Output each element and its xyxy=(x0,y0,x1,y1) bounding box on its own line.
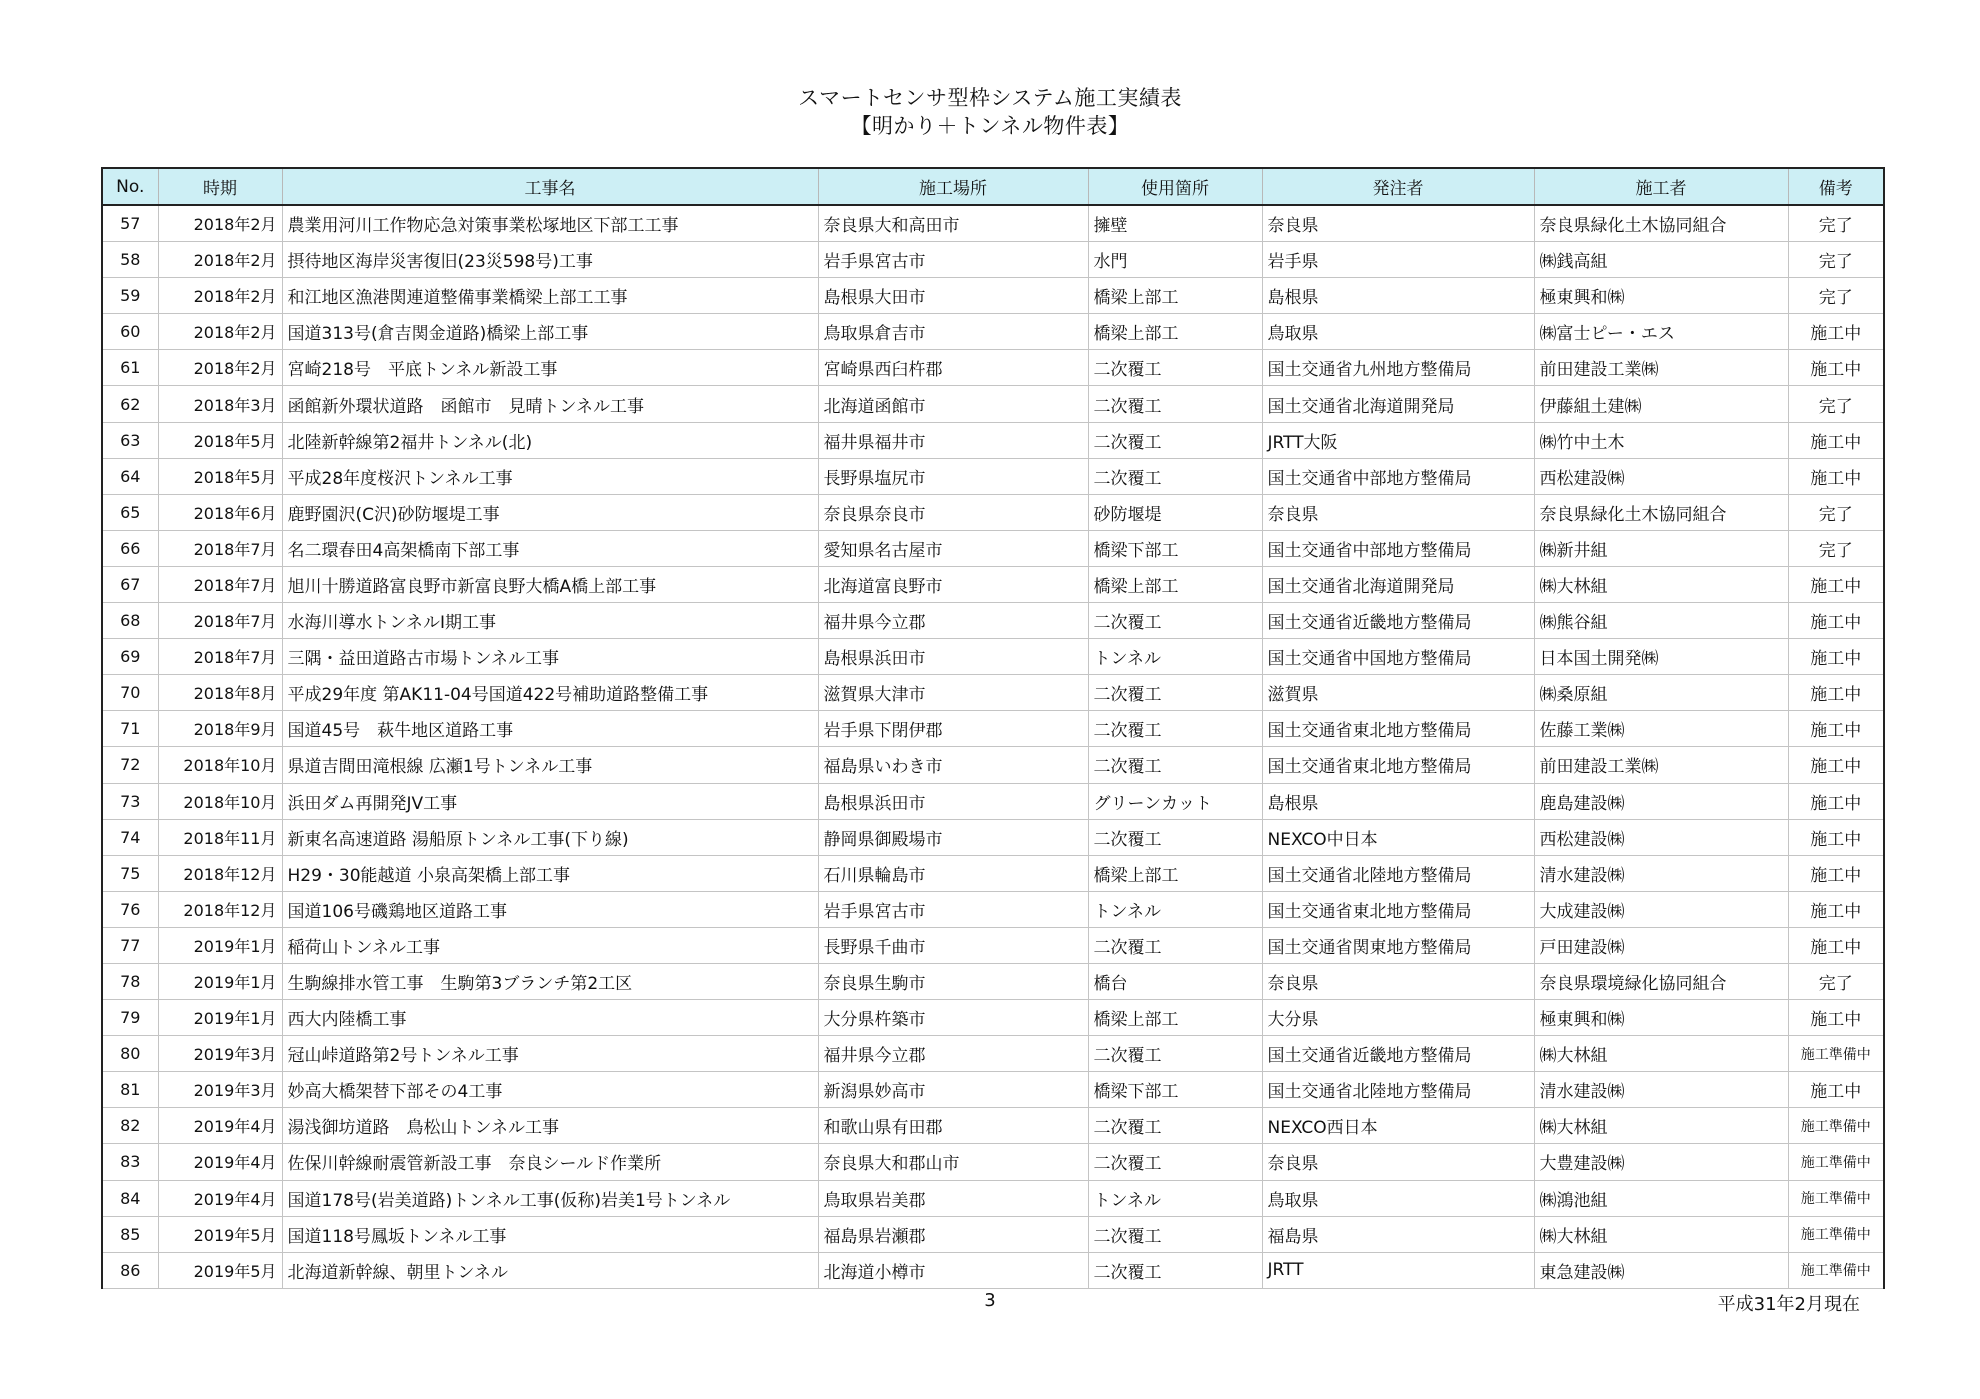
table-row xyxy=(102,783,1884,819)
row-contractor: ㈱銭高組 xyxy=(1534,242,1788,278)
table-row xyxy=(102,855,1884,891)
row-name: 摂待地区海岸災害復旧(23災598号)工事 xyxy=(282,242,818,278)
row-period: 2018年2月 xyxy=(158,205,282,242)
row-client: 滋賀県 xyxy=(1262,675,1534,711)
row-period: 2019年5月 xyxy=(158,1252,282,1288)
row-usage: 擁壁 xyxy=(1088,205,1262,242)
row-usage: 二次覆工 xyxy=(1088,1108,1262,1144)
row-note: 施工中 xyxy=(1788,1000,1884,1036)
row-contractor: ㈱富士ピー・エス xyxy=(1534,314,1788,350)
row-place: 奈良県大和高田市 xyxy=(818,205,1088,242)
table-row xyxy=(102,603,1884,639)
row-usage: 水門 xyxy=(1088,242,1262,278)
row-place: 福井県今立郡 xyxy=(818,603,1088,639)
row-period: 2018年2月 xyxy=(158,242,282,278)
row-place: 北海道富良野市 xyxy=(818,566,1088,602)
row-note: 完了 xyxy=(1788,963,1884,999)
header-client: 発注者 xyxy=(1262,168,1534,205)
row-usage: 二次覆工 xyxy=(1088,1036,1262,1072)
row-note: 施工準備中 xyxy=(1788,1108,1884,1144)
row-contractor: ㈱熊谷組 xyxy=(1534,603,1788,639)
row-name: 北海道新幹線、朝里トンネル xyxy=(282,1252,818,1288)
row-contractor: 佐藤工業㈱ xyxy=(1534,711,1788,747)
table-row xyxy=(102,1036,1884,1072)
row-note: 施工中 xyxy=(1788,855,1884,891)
row-place: 島根県大田市 xyxy=(818,278,1088,314)
row-place: 鳥取県倉吉市 xyxy=(818,314,1088,350)
row-client: 国土交通省北陸地方整備局 xyxy=(1262,855,1534,891)
row-client: 岩手県 xyxy=(1262,242,1534,278)
row-usage: 二次覆工 xyxy=(1088,1144,1262,1180)
row-period: 2019年4月 xyxy=(158,1144,282,1180)
row-note: 施工中 xyxy=(1788,819,1884,855)
row-place: 島根県浜田市 xyxy=(818,783,1088,819)
table-row xyxy=(102,711,1884,747)
table-row xyxy=(102,1144,1884,1180)
row-name: 函館新外環状道路 函館市 見晴トンネル工事 xyxy=(282,386,818,422)
row-usage: 二次覆工 xyxy=(1088,675,1262,711)
row-note: 施工中 xyxy=(1788,422,1884,458)
table-row xyxy=(102,1000,1884,1036)
row-no: 78 xyxy=(102,963,158,999)
row-place: 福島県岩瀬郡 xyxy=(818,1216,1088,1252)
row-place: 新潟県妙高市 xyxy=(818,1072,1088,1108)
row-no: 71 xyxy=(102,711,158,747)
table-row xyxy=(102,747,1884,783)
row-period: 2019年3月 xyxy=(158,1072,282,1108)
row-usage: 橋梁上部工 xyxy=(1088,1000,1262,1036)
row-contractor: ㈱大林組 xyxy=(1534,1036,1788,1072)
row-name: 冠山峠道路第2号トンネル工事 xyxy=(282,1036,818,1072)
row-contractor: ㈱大林組 xyxy=(1534,566,1788,602)
row-period: 2018年7月 xyxy=(158,639,282,675)
row-place: 福島県いわき市 xyxy=(818,747,1088,783)
row-usage: 橋台 xyxy=(1088,963,1262,999)
row-client: 国土交通省関東地方整備局 xyxy=(1262,927,1534,963)
row-usage: トンネル xyxy=(1088,639,1262,675)
row-note: 施工中 xyxy=(1788,747,1884,783)
row-note: 施工中 xyxy=(1788,603,1884,639)
row-usage: 橋梁上部工 xyxy=(1088,278,1262,314)
row-contractor: ㈱桑原組 xyxy=(1534,675,1788,711)
table-row xyxy=(102,639,1884,675)
row-contractor: 極東興和㈱ xyxy=(1534,1000,1788,1036)
row-contractor: 前田建設工業㈱ xyxy=(1534,747,1788,783)
row-no: 59 xyxy=(102,278,158,314)
row-place: 福井県今立郡 xyxy=(818,1036,1088,1072)
row-no: 74 xyxy=(102,819,158,855)
as-of-date: 平成31年2月現在 xyxy=(1717,1294,1860,1315)
header-note: 備考 xyxy=(1788,168,1884,205)
row-no: 70 xyxy=(102,675,158,711)
row-client: 鳥取県 xyxy=(1262,314,1534,350)
document-subtitle: 【明かり＋トンネル物件表】 xyxy=(850,114,1130,138)
row-no: 84 xyxy=(102,1180,158,1216)
row-client: JRTT xyxy=(1262,1252,1534,1288)
row-usage: 砂防堰堤 xyxy=(1088,494,1262,530)
row-contractor: 前田建設工業㈱ xyxy=(1534,350,1788,386)
row-no: 73 xyxy=(102,783,158,819)
row-client: 奈良県 xyxy=(1262,963,1534,999)
table-row xyxy=(102,278,1884,314)
title-block xyxy=(0,84,1980,140)
row-usage: 二次覆工 xyxy=(1088,422,1262,458)
row-name: 平成28年度桜沢トンネル工事 xyxy=(282,458,818,494)
row-period: 2018年2月 xyxy=(158,350,282,386)
row-name: 新東名高速道路 湯船原トンネル工事(下り線) xyxy=(282,819,818,855)
row-period: 2018年10月 xyxy=(158,747,282,783)
row-no: 76 xyxy=(102,891,158,927)
row-note: 施工準備中 xyxy=(1788,1216,1884,1252)
row-name: 国道106号磯鶏地区道路工事 xyxy=(282,891,818,927)
row-place: 愛知県名古屋市 xyxy=(818,530,1088,566)
row-no: 77 xyxy=(102,927,158,963)
row-name: 浜田ダム再開発JV工事 xyxy=(282,783,818,819)
table-row xyxy=(102,891,1884,927)
row-place: 宮崎県西臼杵郡 xyxy=(818,350,1088,386)
row-place: 長野県塩尻市 xyxy=(818,458,1088,494)
row-period: 2019年1月 xyxy=(158,927,282,963)
row-name: 稲荷山トンネル工事 xyxy=(282,927,818,963)
row-period: 2018年11月 xyxy=(158,819,282,855)
row-place: 石川県輪島市 xyxy=(818,855,1088,891)
row-name: 妙高大橋架替下部その4工事 xyxy=(282,1072,818,1108)
row-period: 2018年7月 xyxy=(158,530,282,566)
row-no: 62 xyxy=(102,386,158,422)
table-row xyxy=(102,927,1884,963)
row-name: 県道吉間田滝根線 広瀬1号トンネル工事 xyxy=(282,747,818,783)
row-no: 85 xyxy=(102,1216,158,1252)
row-client: 国土交通省中部地方整備局 xyxy=(1262,530,1534,566)
row-note: 施工中 xyxy=(1788,711,1884,747)
row-usage: 二次覆工 xyxy=(1088,711,1262,747)
table-row xyxy=(102,819,1884,855)
header-name: 工事名 xyxy=(282,168,818,205)
row-name: 佐保川幹線耐震管新設工事 奈良シールド作業所 xyxy=(282,1144,818,1180)
row-period: 2019年1月 xyxy=(158,963,282,999)
row-place: 長野県千曲市 xyxy=(818,927,1088,963)
row-no: 60 xyxy=(102,314,158,350)
row-client: 国土交通省中部地方整備局 xyxy=(1262,458,1534,494)
table-row xyxy=(102,1252,1884,1288)
row-place: 島根県浜田市 xyxy=(818,639,1088,675)
row-no: 58 xyxy=(102,242,158,278)
row-contractor: 鹿島建設㈱ xyxy=(1534,783,1788,819)
row-client: 奈良県 xyxy=(1262,494,1534,530)
row-usage: 橋梁上部工 xyxy=(1088,566,1262,602)
row-note: 施工中 xyxy=(1788,927,1884,963)
row-note: 施工中 xyxy=(1788,783,1884,819)
row-usage: 二次覆工 xyxy=(1088,603,1262,639)
table-row xyxy=(102,386,1884,422)
row-place: 岩手県宮古市 xyxy=(818,242,1088,278)
row-usage: 二次覆工 xyxy=(1088,458,1262,494)
row-contractor: 奈良県環境緑化協同組合 xyxy=(1534,963,1788,999)
row-period: 2019年4月 xyxy=(158,1180,282,1216)
row-period: 2018年10月 xyxy=(158,783,282,819)
row-no: 64 xyxy=(102,458,158,494)
row-period: 2018年12月 xyxy=(158,891,282,927)
row-client: 奈良県 xyxy=(1262,205,1534,242)
row-contractor: 奈良県緑化土木協同組合 xyxy=(1534,205,1788,242)
row-usage: 橋梁下部工 xyxy=(1088,1072,1262,1108)
row-no: 82 xyxy=(102,1108,158,1144)
row-place: 岩手県宮古市 xyxy=(818,891,1088,927)
row-period: 2018年2月 xyxy=(158,314,282,350)
row-usage: 二次覆工 xyxy=(1088,1252,1262,1288)
row-name: 宮崎218号 平底トンネル新設工事 xyxy=(282,350,818,386)
row-no: 67 xyxy=(102,566,158,602)
row-period: 2018年3月 xyxy=(158,386,282,422)
table-row xyxy=(102,458,1884,494)
row-period: 2019年1月 xyxy=(158,1000,282,1036)
row-note: 施工中 xyxy=(1788,675,1884,711)
table-row xyxy=(102,1072,1884,1108)
row-client: 国土交通省中国地方整備局 xyxy=(1262,639,1534,675)
records-table xyxy=(101,167,1885,1289)
row-contractor: 大豊建設㈱ xyxy=(1534,1144,1788,1180)
row-usage: 二次覆工 xyxy=(1088,747,1262,783)
row-no: 69 xyxy=(102,639,158,675)
row-place: 奈良県奈良市 xyxy=(818,494,1088,530)
row-period: 2018年12月 xyxy=(158,855,282,891)
row-period: 2018年5月 xyxy=(158,422,282,458)
row-no: 65 xyxy=(102,494,158,530)
row-note: 施工準備中 xyxy=(1788,1144,1884,1180)
row-name: 国道178号(岩美道路)トンネル工事(仮称)岩美1号トンネル xyxy=(282,1180,818,1216)
table-row xyxy=(102,242,1884,278)
row-contractor: 伊藤組土建㈱ xyxy=(1534,386,1788,422)
row-contractor: 西松建設㈱ xyxy=(1534,458,1788,494)
row-contractor: ㈱竹中土木 xyxy=(1534,422,1788,458)
row-client: 大分県 xyxy=(1262,1000,1534,1036)
row-no: 80 xyxy=(102,1036,158,1072)
row-client: 奈良県 xyxy=(1262,1144,1534,1180)
row-name: 名二環春田4高架橋南下部工事 xyxy=(282,530,818,566)
row-contractor: ㈱鴻池組 xyxy=(1534,1180,1788,1216)
row-no: 79 xyxy=(102,1000,158,1036)
row-name: H29・30能越道 小泉高架橋上部工事 xyxy=(282,855,818,891)
row-period: 2019年5月 xyxy=(158,1216,282,1252)
row-name: 鹿野園沢(C沢)砂防堰堤工事 xyxy=(282,494,818,530)
row-name: 北陸新幹線第2福井トンネル(北) xyxy=(282,422,818,458)
row-place: 和歌山県有田郡 xyxy=(818,1108,1088,1144)
header-contractor: 施工者 xyxy=(1534,168,1788,205)
row-note: 施工中 xyxy=(1788,458,1884,494)
row-no: 61 xyxy=(102,350,158,386)
row-client: NEXCO中日本 xyxy=(1262,819,1534,855)
row-place: 大分県杵築市 xyxy=(818,1000,1088,1036)
row-name: 生駒線排水管工事 生駒第3ブランチ第2工区 xyxy=(282,963,818,999)
table-body xyxy=(102,205,1884,1288)
row-usage: 二次覆工 xyxy=(1088,350,1262,386)
row-usage: 二次覆工 xyxy=(1088,386,1262,422)
table-row xyxy=(102,1180,1884,1216)
row-contractor: 戸田建設㈱ xyxy=(1534,927,1788,963)
row-client: 国土交通省北陸地方整備局 xyxy=(1262,1072,1534,1108)
row-note: 施工中 xyxy=(1788,1072,1884,1108)
row-place: 北海道函館市 xyxy=(818,386,1088,422)
row-place: 滋賀県大津市 xyxy=(818,675,1088,711)
row-period: 2018年6月 xyxy=(158,494,282,530)
row-contractor: ㈱大林組 xyxy=(1534,1216,1788,1252)
row-place: 静岡県御殿場市 xyxy=(818,819,1088,855)
row-period: 2018年9月 xyxy=(158,711,282,747)
row-client: 国土交通省九州地方整備局 xyxy=(1262,350,1534,386)
row-note: 完了 xyxy=(1788,278,1884,314)
table-row xyxy=(102,205,1884,242)
row-no: 75 xyxy=(102,855,158,891)
row-period: 2018年7月 xyxy=(158,566,282,602)
row-usage: トンネル xyxy=(1088,1180,1262,1216)
table-row xyxy=(102,566,1884,602)
table-row xyxy=(102,422,1884,458)
row-place: 奈良県大和郡山市 xyxy=(818,1144,1088,1180)
row-period: 2019年4月 xyxy=(158,1108,282,1144)
row-period: 2018年5月 xyxy=(158,458,282,494)
row-contractor: ㈱新井組 xyxy=(1534,530,1788,566)
row-usage: 橋梁上部工 xyxy=(1088,855,1262,891)
row-name: 三隅・益田道路古市場トンネル工事 xyxy=(282,639,818,675)
row-no: 68 xyxy=(102,603,158,639)
row-note: 施工中 xyxy=(1788,350,1884,386)
header-row xyxy=(102,168,1884,205)
row-usage: トンネル xyxy=(1088,891,1262,927)
row-name: 平成29年度 第AK11-04号国道422号補助道路整備工事 xyxy=(282,675,818,711)
row-contractor: 東急建設㈱ xyxy=(1534,1252,1788,1288)
row-name: 国道313号(倉吉関金道路)橋梁上部工事 xyxy=(282,314,818,350)
header-period: 時期 xyxy=(158,168,282,205)
row-note: 完了 xyxy=(1788,530,1884,566)
row-place: 奈良県生駒市 xyxy=(818,963,1088,999)
row-contractor: 日本国土開発㈱ xyxy=(1534,639,1788,675)
row-client: 国土交通省北海道開発局 xyxy=(1262,566,1534,602)
row-note: 施工中 xyxy=(1788,639,1884,675)
row-name: 国道45号 萩牛地区道路工事 xyxy=(282,711,818,747)
header-usage: 使用箇所 xyxy=(1088,168,1262,205)
row-no: 86 xyxy=(102,1252,158,1288)
row-place: 福井県福井市 xyxy=(818,422,1088,458)
table-row xyxy=(102,494,1884,530)
row-note: 施工準備中 xyxy=(1788,1252,1884,1288)
row-contractor: 奈良県緑化土木協同組合 xyxy=(1534,494,1788,530)
page-number: 3 xyxy=(984,1290,996,1311)
row-usage: 二次覆工 xyxy=(1088,927,1262,963)
row-contractor: 西松建設㈱ xyxy=(1534,819,1788,855)
row-usage: 橋梁上部工 xyxy=(1088,314,1262,350)
header-no: No. xyxy=(102,168,158,205)
row-name: 湯浅御坊道路 鳥松山トンネル工事 xyxy=(282,1108,818,1144)
row-note: 施工準備中 xyxy=(1788,1180,1884,1216)
row-contractor: 極東興和㈱ xyxy=(1534,278,1788,314)
table-row xyxy=(102,675,1884,711)
row-no: 63 xyxy=(102,422,158,458)
row-name: 旭川十勝道路富良野市新富良野大橋A橋上部工事 xyxy=(282,566,818,602)
row-note: 完了 xyxy=(1788,205,1884,242)
row-no: 66 xyxy=(102,530,158,566)
row-name: 水海川導水トンネルⅠ期工事 xyxy=(282,603,818,639)
row-client: JRTT大阪 xyxy=(1262,422,1534,458)
table-row xyxy=(102,314,1884,350)
row-period: 2018年7月 xyxy=(158,603,282,639)
row-client: 島根県 xyxy=(1262,278,1534,314)
table-row xyxy=(102,963,1884,999)
row-contractor: 大成建設㈱ xyxy=(1534,891,1788,927)
row-contractor: ㈱大林組 xyxy=(1534,1108,1788,1144)
row-name: 農業用河川工作物応急対策事業松塚地区下部工工事 xyxy=(282,205,818,242)
row-name: 西大内陸橋工事 xyxy=(282,1000,818,1036)
table-row xyxy=(102,530,1884,566)
row-note: 施工中 xyxy=(1788,314,1884,350)
row-client: 国土交通省近畿地方整備局 xyxy=(1262,1036,1534,1072)
row-no: 83 xyxy=(102,1144,158,1180)
row-note: 完了 xyxy=(1788,242,1884,278)
row-note: 完了 xyxy=(1788,494,1884,530)
row-note: 完了 xyxy=(1788,386,1884,422)
document-title: スマートセンサ型枠システム施工実績表 xyxy=(798,86,1182,110)
row-note: 施工中 xyxy=(1788,566,1884,602)
table-row xyxy=(102,1216,1884,1252)
row-place: 鳥取県岩美郡 xyxy=(818,1180,1088,1216)
row-no: 57 xyxy=(102,205,158,242)
row-client: 国土交通省東北地方整備局 xyxy=(1262,711,1534,747)
table-row xyxy=(102,350,1884,386)
row-usage: グリーンカット xyxy=(1088,783,1262,819)
row-note: 施工中 xyxy=(1788,891,1884,927)
row-client: NEXCO西日本 xyxy=(1262,1108,1534,1144)
row-client: 福島県 xyxy=(1262,1216,1534,1252)
row-client: 島根県 xyxy=(1262,783,1534,819)
row-client: 鳥取県 xyxy=(1262,1180,1534,1216)
row-no: 81 xyxy=(102,1072,158,1108)
row-usage: 橋梁下部工 xyxy=(1088,530,1262,566)
row-client: 国土交通省東北地方整備局 xyxy=(1262,891,1534,927)
row-contractor: 清水建設㈱ xyxy=(1534,1072,1788,1108)
header-place: 施工場所 xyxy=(818,168,1088,205)
row-client: 国土交通省北海道開発局 xyxy=(1262,386,1534,422)
row-name: 和江地区漁港関連道整備事業橋梁上部工工事 xyxy=(282,278,818,314)
table-row xyxy=(102,1108,1884,1144)
row-note: 施工準備中 xyxy=(1788,1036,1884,1072)
row-name: 国道118号鳳坂トンネル工事 xyxy=(282,1216,818,1252)
row-usage: 二次覆工 xyxy=(1088,1216,1262,1252)
row-place: 北海道小樽市 xyxy=(818,1252,1088,1288)
row-client: 国土交通省近畿地方整備局 xyxy=(1262,603,1534,639)
row-period: 2019年3月 xyxy=(158,1036,282,1072)
row-no: 72 xyxy=(102,747,158,783)
row-period: 2018年8月 xyxy=(158,675,282,711)
row-period: 2018年2月 xyxy=(158,278,282,314)
row-usage: 二次覆工 xyxy=(1088,819,1262,855)
row-contractor: 清水建設㈱ xyxy=(1534,855,1788,891)
row-place: 岩手県下閉伊郡 xyxy=(818,711,1088,747)
row-client: 国土交通省東北地方整備局 xyxy=(1262,747,1534,783)
